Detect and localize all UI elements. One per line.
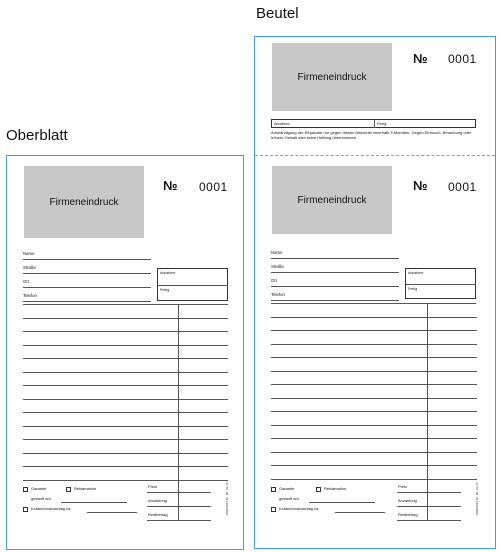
kostenvoranschlag-label: Kostenvoranschlag ca. (31, 506, 72, 511)
bag-gekauft-label: gekauft am (279, 496, 299, 501)
item-line[interactable] (271, 411, 477, 412)
bag-anzahlung-label: Anzahlung (398, 498, 417, 503)
anzahlung-line[interactable] (147, 506, 211, 507)
stub-box-divider (374, 120, 375, 128)
bag-field-name-label: Name (271, 250, 283, 255)
item-line[interactable] (271, 398, 477, 399)
form-number: 0001 (199, 180, 228, 194)
bag-kosten-line[interactable] (335, 512, 385, 513)
bag-box-divider (406, 284, 476, 285)
bag-preis-label: Preis (398, 484, 408, 489)
bag-preis-line[interactable] (397, 492, 461, 493)
item-line[interactable] (23, 318, 228, 319)
bag-field-telefon-label: Telefon (271, 292, 285, 297)
item-line[interactable] (23, 345, 228, 346)
oberblatt-panel (6, 155, 244, 550)
beutel-title: Beutel (256, 5, 299, 22)
stub-annahme-fertig-box (271, 119, 476, 128)
company-logo-placeholder: Firmeneindruck (24, 166, 144, 238)
item-line[interactable] (23, 331, 228, 332)
field-ort-label: Ort (23, 279, 29, 284)
bag-gekauft-line[interactable] (309, 502, 375, 503)
bag-annahme-fertig-box (405, 268, 476, 299)
bag-field-ort-line[interactable] (271, 286, 399, 287)
item-line[interactable] (271, 344, 477, 345)
reklamation-label: Reklamation (74, 486, 97, 491)
items-top-line (23, 304, 228, 305)
garantie-checkbox[interactable] (23, 487, 28, 492)
fertig-label: Fertig (160, 288, 170, 292)
field-strasse-label: Straße (23, 265, 36, 270)
bag-fertig-label: Fertig (408, 287, 418, 291)
annahme-label: Annahme (160, 271, 176, 275)
bag-items-price-column (427, 303, 428, 521)
item-line[interactable] (271, 465, 477, 466)
restbetrag-line[interactable] (147, 520, 211, 521)
field-name-label: Name (23, 251, 35, 256)
bag-restbetrag-line[interactable] (397, 520, 461, 521)
preis-label: Preis (148, 484, 158, 489)
bag-kostenvoranschlag-label: Kostenvoranschlag ca. (279, 506, 320, 511)
kosten-line[interactable] (87, 512, 137, 513)
item-line[interactable] (271, 330, 477, 331)
item-line[interactable] (271, 357, 477, 358)
item-line[interactable] (271, 425, 477, 426)
bag-reklamation-checkbox[interactable] (316, 487, 321, 492)
item-line[interactable] (23, 466, 228, 467)
item-line[interactable] (23, 385, 228, 386)
stub-notice: Aushändigung der Reparatur nur gegen diesen Abschnitt innerhalb 3 Monaten. Gegen Einbruch, Beraubung oder höhere Gewalt wird keine Haftung übernommen. (271, 130, 472, 140)
bag-number-sign: № (413, 178, 428, 193)
reklamation-checkbox[interactable] (66, 487, 71, 492)
side-code: 12345 678 9 01 · 99 . 01 / 07 (226, 482, 229, 516)
bag-form-number: 0001 (448, 180, 477, 194)
item-line[interactable] (23, 426, 228, 427)
field-name-line[interactable] (23, 259, 151, 260)
field-telefon-line[interactable] (23, 301, 151, 302)
item-line[interactable] (23, 358, 228, 359)
item-line[interactable] (23, 412, 228, 413)
anzahlung-label: Anzahlung (148, 498, 167, 503)
beutel-panel (254, 36, 496, 549)
preis-line[interactable] (147, 492, 211, 493)
bag-garantie-label: Garantie (279, 486, 295, 491)
bag-field-strasse-line[interactable] (271, 272, 399, 273)
item-line[interactable] (271, 452, 477, 453)
item-line[interactable] (271, 438, 477, 439)
bag-anzahlung-line[interactable] (397, 506, 461, 507)
bag-garantie-checkbox[interactable] (271, 487, 276, 492)
box-divider (158, 285, 228, 286)
bag-restbetrag-label: Restbetrag (398, 512, 418, 517)
item-line[interactable] (23, 480, 228, 481)
garantie-label: Garantie (31, 486, 47, 491)
bag-items-top-line (271, 303, 476, 304)
bag-annahme-label: Annahme (408, 271, 424, 275)
bag-company-logo-placeholder: Firmeneindruck (272, 166, 392, 234)
restbetrag-label: Restbetrag (148, 512, 168, 517)
bag-field-telefon-line[interactable] (271, 300, 399, 301)
stub-company-logo-placeholder: Firmeneindruck (272, 43, 392, 111)
field-telefon-label: Telefon (23, 293, 37, 298)
item-line[interactable] (23, 372, 228, 373)
item-line[interactable] (271, 317, 477, 318)
kostenvoranschlag-checkbox[interactable] (23, 507, 28, 512)
bag-field-ort-label: Ort (271, 278, 277, 283)
stub-fertig-label: Fertig: (377, 122, 388, 126)
field-strasse-line[interactable] (23, 273, 151, 274)
item-line[interactable] (23, 453, 228, 454)
item-line[interactable] (271, 384, 477, 385)
item-line[interactable] (23, 399, 228, 400)
item-line[interactable] (23, 439, 228, 440)
stub-form-number: 0001 (448, 52, 477, 66)
oberblatt-title: Oberblatt (6, 127, 68, 144)
item-line[interactable] (271, 479, 477, 480)
bag-kostenvoranschlag-checkbox[interactable] (271, 507, 276, 512)
annahme-fertig-box (157, 268, 228, 301)
item-line[interactable] (271, 371, 477, 372)
gekauft-line[interactable] (61, 502, 127, 503)
bag-field-name-line[interactable] (271, 258, 399, 259)
stub-annahme-label: Annahme: (274, 122, 291, 126)
gekauft-label: gekauft am (31, 496, 51, 501)
perforation-line (255, 155, 495, 156)
bag-field-strasse-label: Straße (271, 264, 284, 269)
bag-side-code: 12345 678 9 01 · 99 . 01 / 07 (476, 482, 479, 516)
number-sign: № (163, 178, 178, 193)
bag-reklamation-label: Reklamation (324, 486, 347, 491)
field-ort-line[interactable] (23, 287, 151, 288)
stub-number-sign: № (413, 51, 428, 66)
